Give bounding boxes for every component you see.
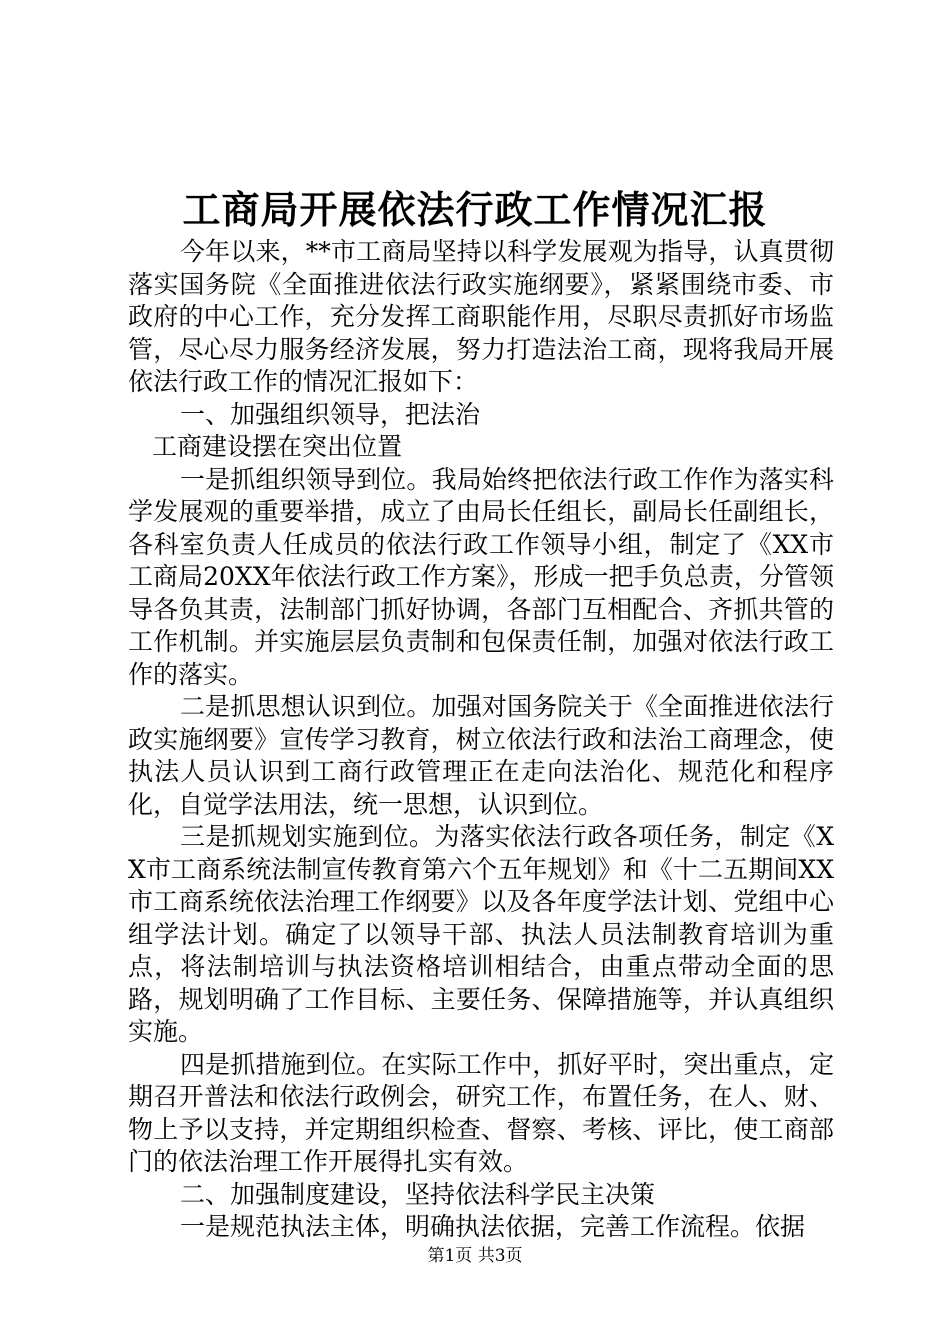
section-heading-1-cont: 工商建设摆在突出位置 <box>152 432 403 461</box>
paragraph-item-5: 一是规范执法主体，明确执法依据，完善工作流程。依据 <box>180 1212 806 1241</box>
paragraph-item-2: 二是抓思想认识到位。加强对国务院关于《全面推进依法行政实施纲要》宣传学习教育，树立依法行政和法治工商理念，使执法人员认识到工商行政管理正在走向法治化、规范化和程序化，自觉学法用法，统一思想，认识到位。 <box>128 692 834 819</box>
paragraph-item-3: 三是抓规划实施到位。为落实依法行政各项任务，制定《XX市工商系统法制宣传教育第六个五年规划》和《十二五期间XX市工商系统依法治理工作纲要》以及各年度学法计划、党组中心组学法计划。确定了以领导干部、执法人员法制教育培训为重点，将法制培训与执法资格培训相结合，由重点带动全面的思路，规划明确了工作目标、主要任务、保障措施等，并认真组织实施。 <box>128 822 834 1046</box>
document-title: 工商局开展依法行政工作情况汇报 <box>182 187 768 232</box>
document-body <box>128 236 834 1244</box>
paragraph-item-4: 四是抓措施到位。在实际工作中，抓好平时，突出重点，定期召开普法和依法行政例会，研究工作，布置任务，在人、财、物上予以支持，并定期组织检查、督察、考核、评比，使工商部门的依法治理工作开展得扎实有效。 <box>128 1049 834 1176</box>
page-footer: 第1页 共3页 <box>427 1246 523 1266</box>
section-heading-1: 一、加强组织领导，把法治 <box>180 399 481 429</box>
paragraph-item-1: 一是抓组织领导到位。我局始终把依法行政工作作为落实科学发展观的重要举措，成立了由局长任组长，副局长任副组长，各科室负责人任成员的依法行政工作领导小组，制定了《XX市工商局20XX年依法行政工作方案》，形成一把手负总责，分管领导各负其责，法制部门抓好协调，各部门互相配合、齐抓共管的工作机制。并实施层层负责制和包保责任制，加强对依法行政工作的落实。 <box>128 464 834 689</box>
paragraph-intro: 今年以来，**市工商局坚持以科学发展观为指导，认真贯彻落实国务院《全面推进依法行政实施纲要》，紧紧围绕市委、市政府的中心工作，充分发挥工商职能作用，尽职尽责抓好市场监管，尽心尽力服务经济发展，努力打造法治工商，现将我局开展依法行政工作的情况汇报如下： <box>128 237 834 396</box>
section-heading-2: 二、加强制度建设，坚持依法科学民主决策 <box>180 1179 656 1209</box>
